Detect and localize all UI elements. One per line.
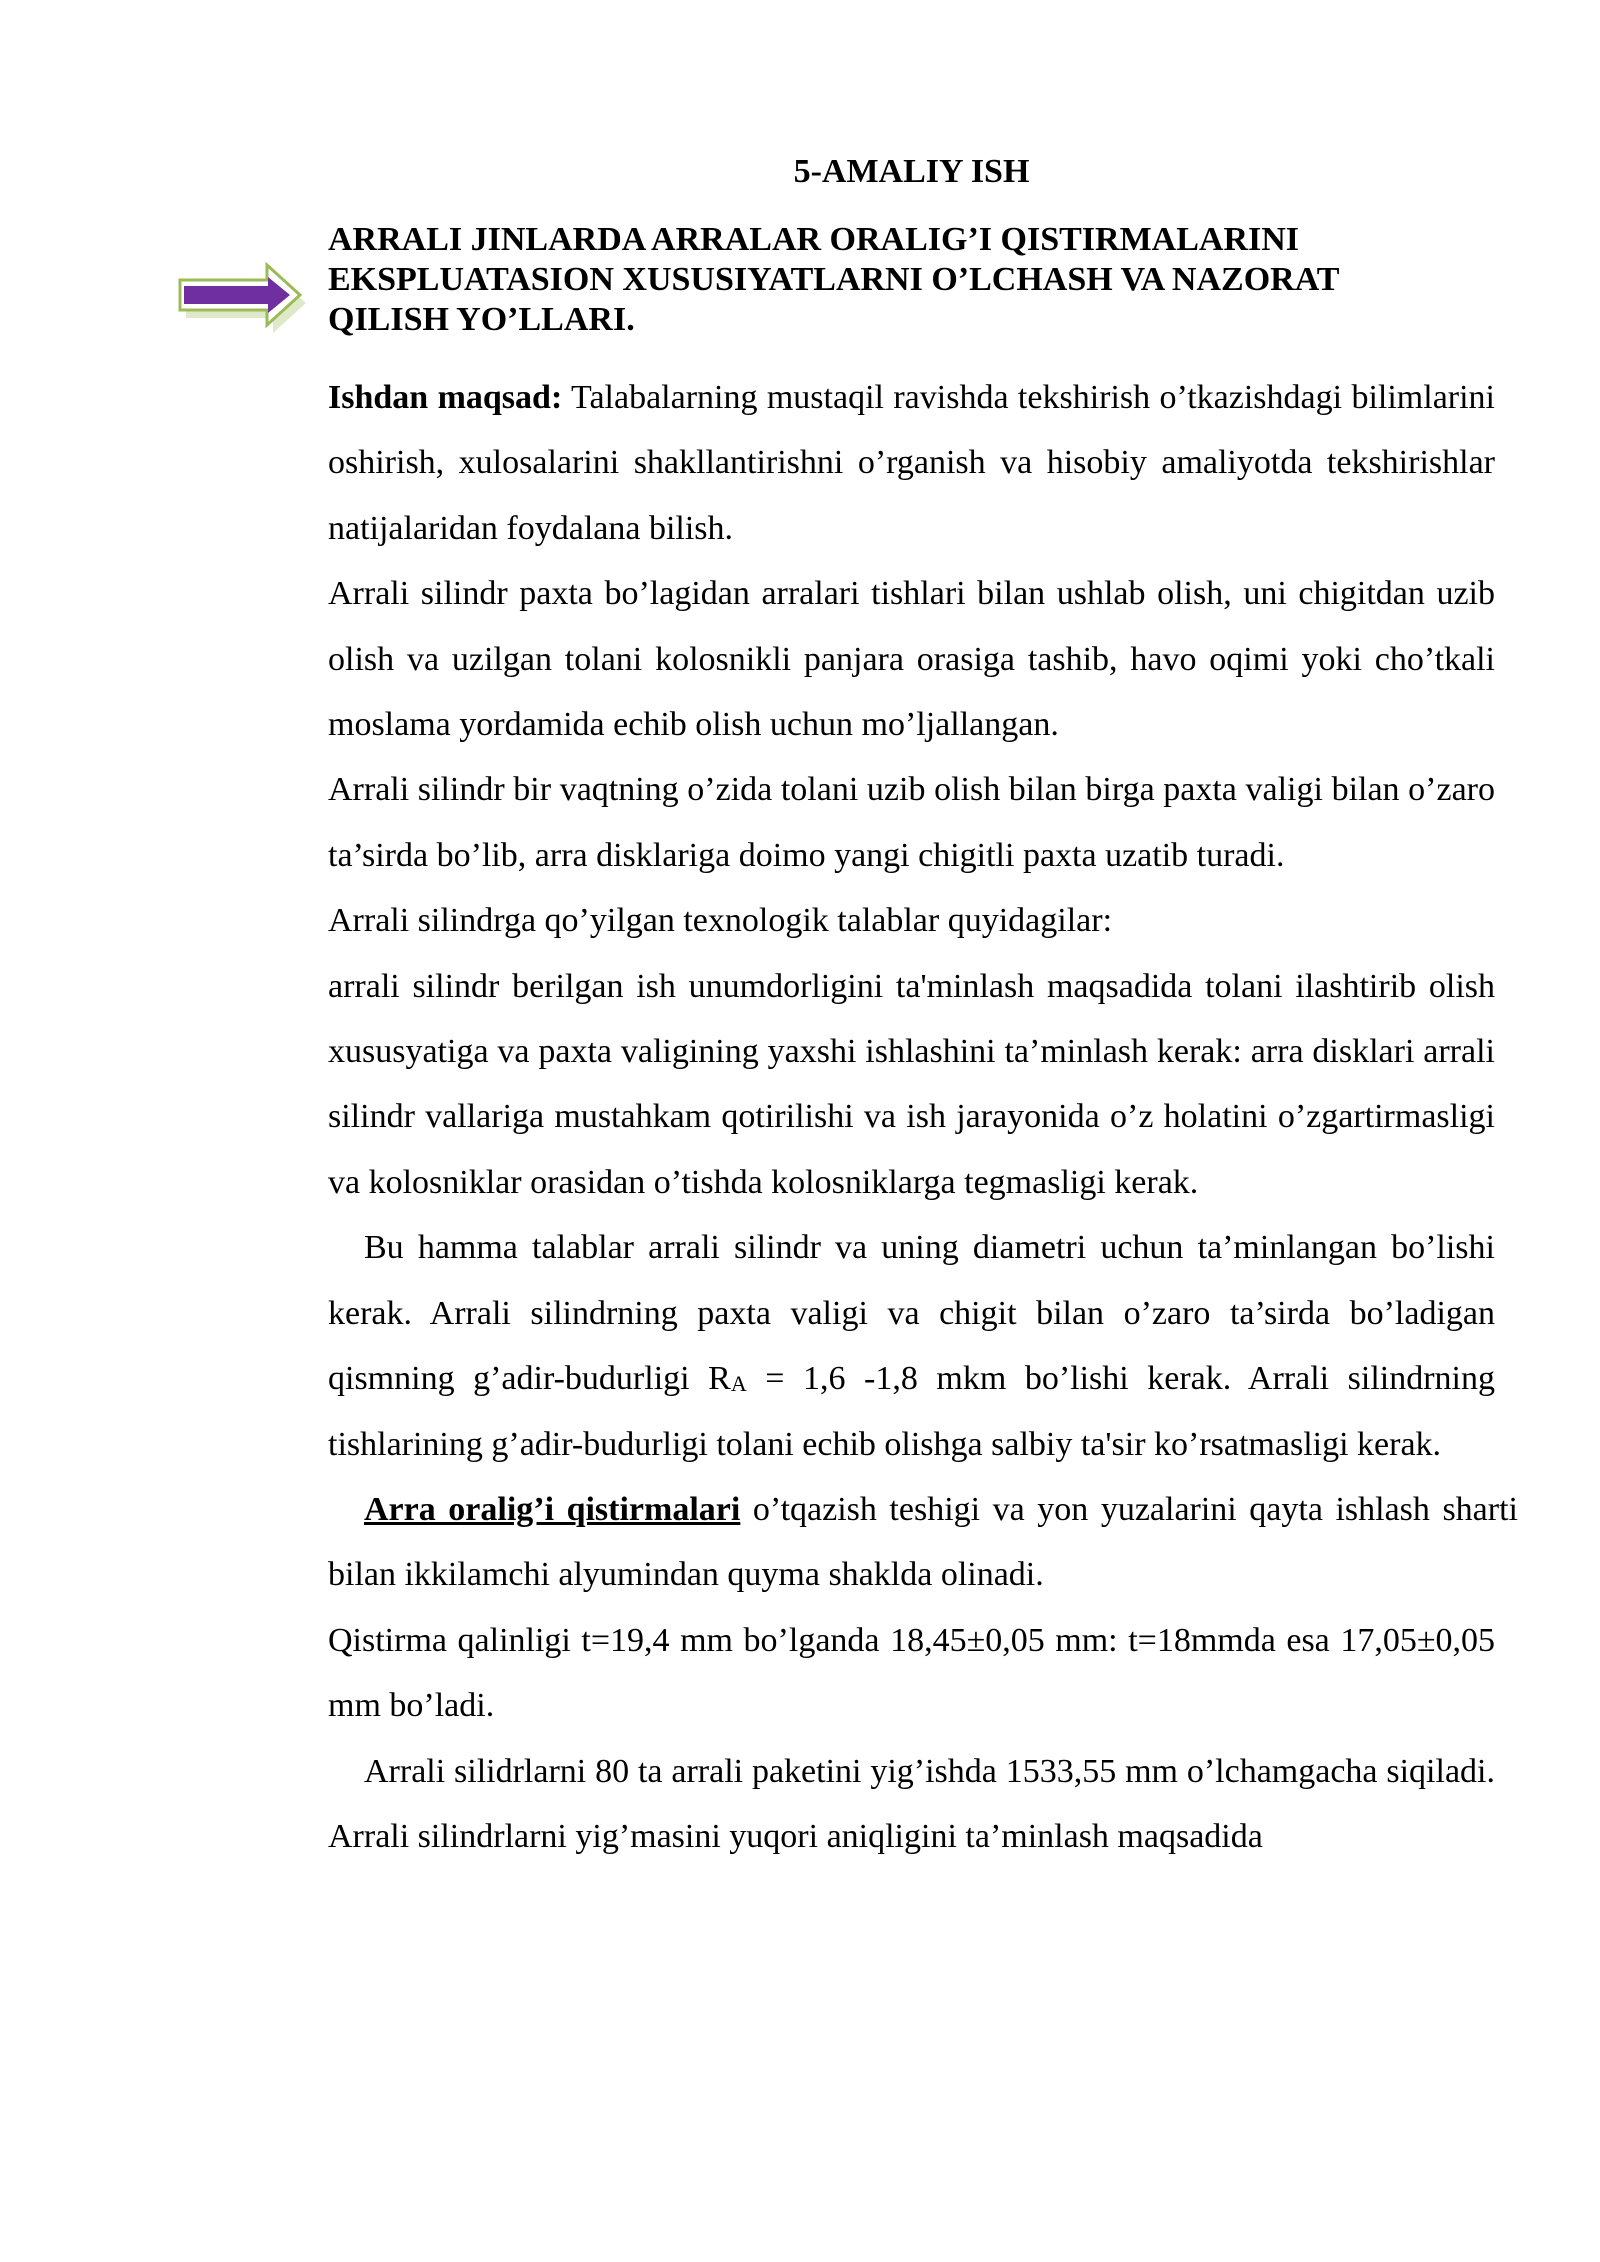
paragraph — [328, 1215, 1495, 1477]
paragraph: Arrali silindr paxta bo’lagidan arralari tishlari bilan ushlab olish, uni chigitdan uzib olish va uzilgan tolani kolosnikli panjara orasiga tashib, havo oqimi yoki cho’tkali moslama yordamida echib olish uchun mo’ljallangan. — [328, 575, 1495, 744]
title-line: QILISH YO’LLARI. — [328, 301, 635, 338]
spacer-term: Arra oralig’i qistirmalari — [364, 1490, 741, 1528]
practical-work-heading: 5-AMALIY ISH — [793, 153, 1030, 190]
paragraph: Arrali silindr bir vaqtning o’zida tolani uzib olish bilan birga paxta valigi bilan o’zaro ta’sirda bo’lib, arra disklariga doimo yangi chigitli paxta uzatib turadi. — [328, 771, 1495, 874]
roughness-subscript: A — [730, 1371, 747, 1397]
goal-label: Ishdan maqsad: — [328, 379, 563, 416]
goal-text: Talabalarning mustaqil ravishda tekshirish o’tkazishdagi bilimlarini oshirish, xulosalarini shakllantirishni o’rganish va hisobiy amaliyotda tekshirishlar natijalaridan foydalana bilish. — [328, 379, 1495, 547]
paragraph: Arrali silindrga qo’yilgan texnologik talablar quyidagilar: — [328, 902, 1113, 940]
right-arrow-icon — [172, 255, 307, 335]
title-line: ARRALI JINLARDA ARRALAR ORALIG’I QISTIRMALARINI — [328, 221, 1300, 258]
roughness-text-start: Bu hamma talablar arrali silindr va uning diametri uchun ta’minlangan bo’lishi kerak. Arrali silindrning paxta valigi va chigit bilan o’zaro ta’sirda bo’ladigan qismning g’adir-budurligi R — [328, 1229, 1495, 1398]
paragraph: arrali silindr berilgan ish unumdorligini ta'minlash maqsadida tolani ilashtirib olish xususyatiga va paxta valigining yaxshi ishlashini ta’minlash kerak: arra disklari arrali silindr vallariga mustahkam qotirilishi va ish jarayonida o’z holatini o’zgartirmasligi va kolosniklar orasidan o’tishda kolosniklarga tegmasligi kerak. — [328, 967, 1495, 1201]
spacer-text: o’tqazish teshigi va yon yuzalarini qayta ishlash sharti bilan ikkilamchi alyumindan quyma shaklda olinadi. — [328, 1490, 1518, 1594]
title-line: EKSPLUATASION XUSUSIYATLARNI O’LCHASH VA NAZORAT — [328, 261, 1340, 298]
roughness-text-end: = 1,6 -1,8 mkm bo’lishi kerak. Arrali silindrning tishlarining g’adir-budurligi tolani echib olishga salbiy ta'sir ko’rsatmasligi kerak. — [328, 1360, 1495, 1463]
paragraph — [328, 1477, 1518, 1608]
goal-paragraph — [328, 365, 1495, 561]
paragraph: Arrali silidrlarni 80 ta arrali paketini yig’ishda 1533,55 mm o’lchamgacha siqiladi. Arrali silindrlarni yig’masini yuqori aniqligini ta’minlash maqsadida — [328, 1752, 1495, 1855]
document-title — [328, 220, 1508, 340]
document-body — [328, 365, 1518, 1869]
paragraph: Qistirma qalinligi t=19,4 mm bo’lganda 18,45±0,05 mm: t=18mmda esa 17,05±0,05 mm bo’ladi. — [328, 1621, 1495, 1725]
